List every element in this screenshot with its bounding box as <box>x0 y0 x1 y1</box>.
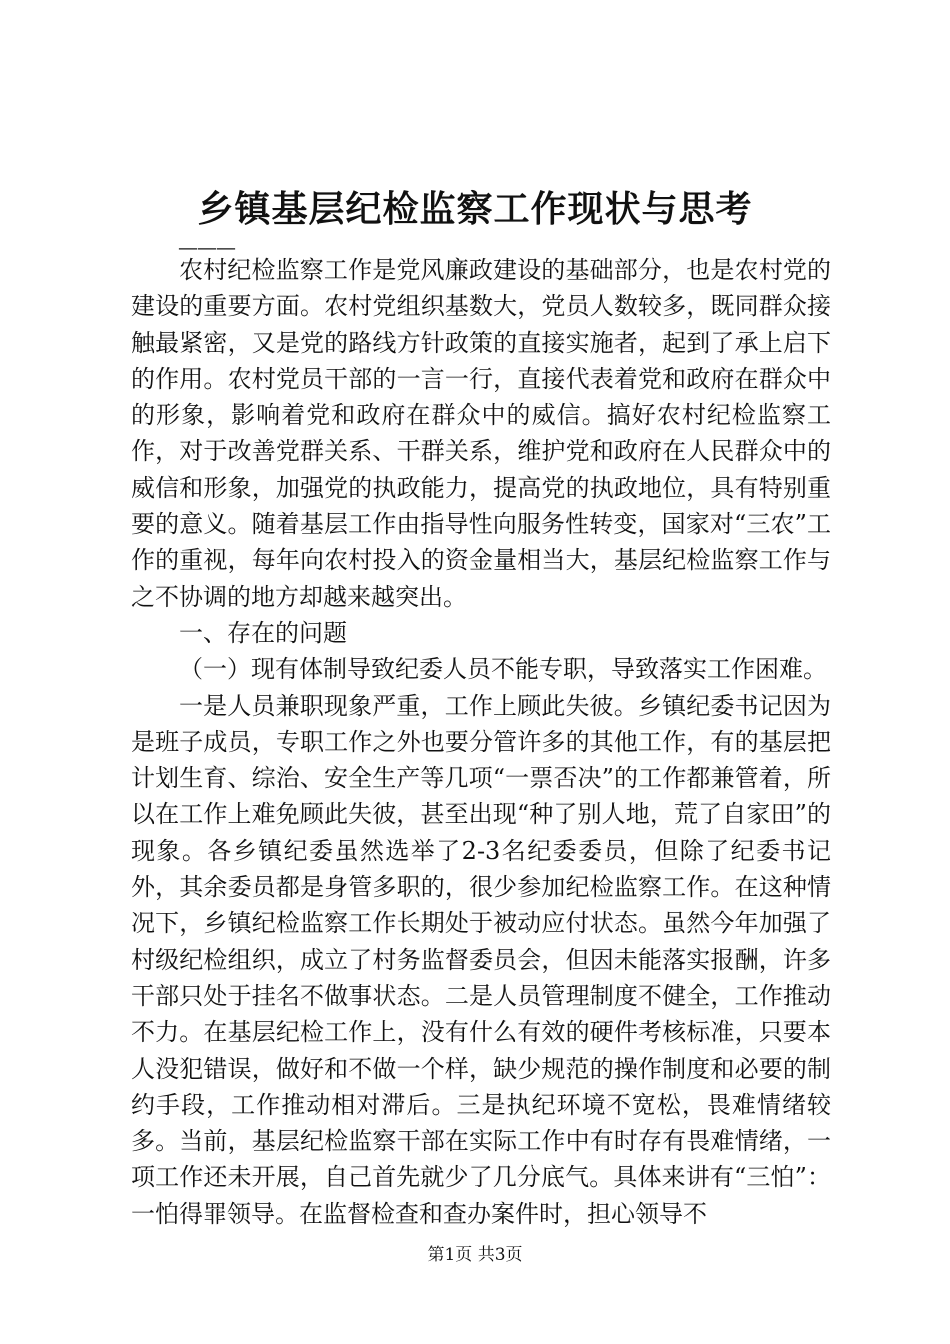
section-heading: 一、存在的问题 <box>179 618 347 647</box>
paragraph-body: 一是人员兼职现象严重，工作上顾此失彼。乡镇纪委书记因为是班子成员，专职工作之外也要分管许多的其他工作，有的基层把计划生育、综治、安全生产等几项“一票否决”的工作都兼管着，所以在工作上难免顾此失彼，甚至出现“种了别人地，荒了自家田”的现象。各乡镇纪委虽然选举了2-3名纪委委员，但除了纪委书记外，其余委员都是身管多职的，很少参加纪检监察工作。在这种情况下，乡镇纪检监察工作长期处于被动应付状态。虽然今年加强了村级纪检组织，成立了村务监督委员会，但因未能落实报酬，许多干部只处于挂名不做事状态。二是人员管理制度不健全，工作推动不力。在基层纪检工作上，没有什么有效的硬件考核标准，只要本人没犯错误，做好和不做一个样，缺少规范的操作制度和必要的制约手段，工作推动相对滞后。三是执纪环境不宽松，畏难情绪较多。当前，基层纪检监察干部在实际工作中有时存有畏难情绪，一项工作还未开展，自己首先就少了几分底气。具体来讲有“三怕”：一怕得罪领导。在监督检查和查办案件时，担心领导不 <box>131 691 831 1228</box>
subsection-heading: （一）现有体制导致纪委人员不能专职，导致落实工作困难。 <box>179 655 827 684</box>
page-number: 第1页 共3页 <box>427 1245 523 1265</box>
paragraph-intro: 农村纪检监察工作是党风廉政建设的基础部分，也是农村党的建设的重要方面。农村党组织基数大，党员人数较多，既同群众接触最紧密，又是党的路线方针政策的直接实施者，起到了承上启下的作用。农村党员干部的一言一行，直接代表着党和政府在群众中的形象，影响着党和政府在群众中的威信。搞好农村纪检监察工作，对于改善党群关系、干群关系，维护党和政府在人民群众中的威信和形象，加强党的执政能力，提高党的执政地位，具有特别重要的意义。随着基层工作由指导性向服务性转变，国家对“三农”工作的重视，每年向农村投入的资金量相当大，基层纪检监察工作与之不协调的地方却越来越突出。 <box>131 256 831 611</box>
document-title: 乡镇基层纪检监察工作现状与思考 <box>197 188 753 230</box>
document-body <box>131 252 831 1232</box>
author-line: ——— <box>178 235 235 259</box>
